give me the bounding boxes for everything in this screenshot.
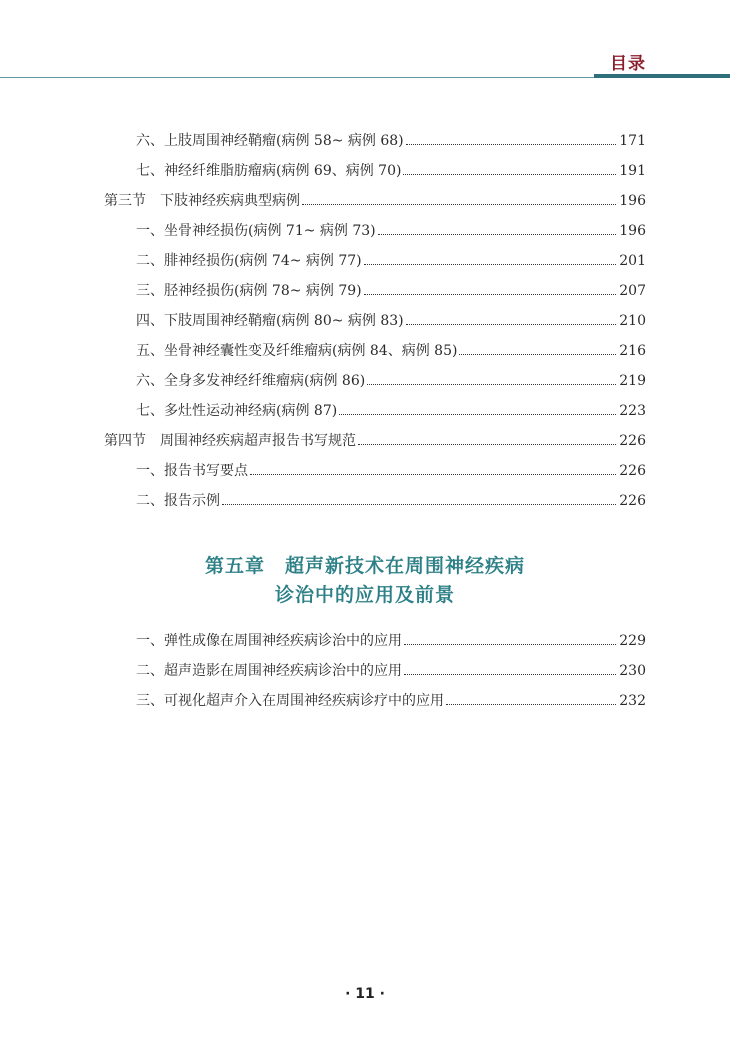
toc-entry (0, 280, 730, 302)
toc-entry-label: 三、可视化超声介入在周围神经疾病诊疗中的应用 (136, 693, 444, 709)
toc-entry-label: 二、报告示例 (136, 493, 220, 509)
toc-dot-leader (364, 294, 616, 295)
chapter-title-line-1: 第五章 超声新技术在周围神经疾病 (204, 555, 525, 577)
toc-entry-label: 五、坐骨神经囊性变及纤维瘤病(病例 84、病例 85) (136, 343, 458, 359)
toc-entry-label: 六、全身多发神经纤维瘤病(病例 86) (136, 373, 366, 389)
toc-entry-page: 226 (619, 463, 646, 479)
toc-entry-page: 226 (619, 433, 646, 449)
toc-entry-page: 219 (619, 373, 646, 389)
toc-entry (0, 310, 730, 332)
toc-entry-label: 二、腓神经损伤(病例 74~ 病例 77) (136, 253, 362, 269)
toc-entry-page: 191 (619, 163, 646, 179)
toc-entry-label: 七、神经纤维脂肪瘤病(病例 69、病例 70) (136, 163, 402, 179)
toc-entry-label: 三、胫神经损伤(病例 78~ 病例 79) (136, 283, 362, 299)
toc-entry-page: 207 (619, 283, 646, 299)
toc-entry-page: 196 (619, 223, 646, 239)
toc-entry-label: 四、下肢周围神经鞘瘤(病例 80~ 病例 83) (136, 313, 404, 329)
toc-dot-leader (378, 234, 616, 235)
toc-dot-leader (406, 144, 616, 145)
toc-entry (0, 370, 730, 392)
toc-entry-label: 第三节 下肢神经疾病典型病例 (104, 193, 300, 209)
toc-dot-leader (339, 414, 616, 415)
chapter-title-line-2: 诊治中的应用及前景 (274, 584, 455, 606)
header-rule (0, 77, 594, 78)
toc-entry (0, 220, 730, 242)
toc-entry-label: 二、超声造影在周围神经疾病诊治中的应用 (136, 663, 402, 679)
toc-entry (0, 190, 730, 212)
toc-entry (0, 690, 730, 712)
page-number: · 11 · (345, 986, 385, 1002)
toc-entry-label: 一、坐骨神经损伤(病例 71~ 病例 73) (136, 223, 376, 239)
toc-entry-page: 201 (619, 253, 646, 269)
toc-entry-label: 六、上肢周围神经鞘瘤(病例 58~ 病例 68) (136, 133, 404, 149)
toc-dot-leader (222, 504, 616, 505)
toc-entry-page: 216 (619, 343, 646, 359)
toc-entry-page: 210 (619, 313, 646, 329)
toc-entry (0, 490, 730, 512)
toc-entry-label: 七、多灶性运动神经病(病例 87) (136, 403, 338, 419)
toc-entry (0, 630, 730, 652)
toc-dot-leader (459, 354, 616, 355)
toc-entry (0, 340, 730, 362)
toc-entry (0, 430, 730, 452)
toc-dot-leader (404, 644, 616, 645)
toc-entry-page: 196 (619, 193, 646, 209)
toc-entry (0, 160, 730, 182)
toc-dot-leader (358, 444, 616, 445)
toc-dot-leader (302, 204, 616, 205)
toc-dot-leader (364, 264, 616, 265)
toc-entry-page: 230 (619, 663, 646, 679)
toc-entry-label: 第四节 周围神经疾病超声报告书写规范 (104, 433, 356, 449)
toc-dot-leader (250, 474, 616, 475)
toc-entry (0, 250, 730, 272)
toc-entry (0, 130, 730, 152)
toc-dot-leader (367, 384, 616, 385)
running-header-title: 目录 (610, 54, 646, 74)
toc-entry-page: 226 (619, 493, 646, 509)
toc-dot-leader (406, 324, 616, 325)
toc-entry-page: 223 (619, 403, 646, 419)
toc-dot-leader (403, 174, 616, 175)
toc-entry (0, 660, 730, 682)
toc-dot-leader (446, 704, 616, 705)
toc-entry-page: 232 (619, 693, 646, 709)
toc-entry-label: 一、弹性成像在周围神经疾病诊治中的应用 (136, 633, 402, 649)
toc-dot-leader (404, 674, 616, 675)
toc-entry-label: 一、报告书写要点 (136, 463, 248, 479)
toc-entry (0, 400, 730, 422)
toc-entry-page: 229 (619, 633, 646, 649)
toc-entry (0, 460, 730, 482)
header-accent-bar (594, 74, 730, 78)
toc-entry-page: 171 (619, 133, 646, 149)
